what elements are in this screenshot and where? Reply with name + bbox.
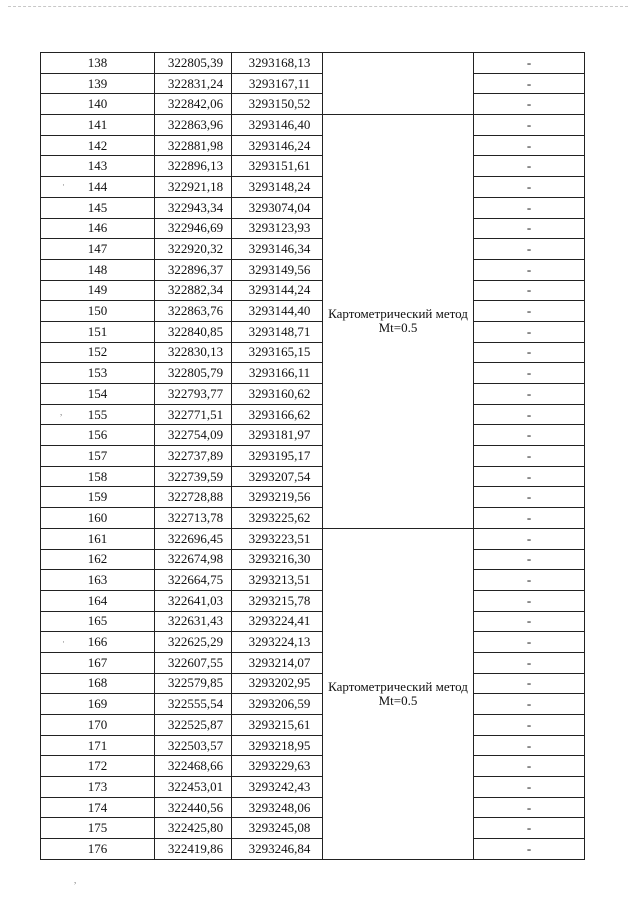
method-cell: Картометрический метод Mt=0.5 bbox=[323, 115, 474, 529]
x-coordinate-cell: 322863,76 bbox=[155, 301, 232, 322]
note-cell: - bbox=[474, 73, 585, 94]
x-coordinate-cell: 322739,59 bbox=[155, 466, 232, 487]
y-coordinate-cell: 3293216,30 bbox=[232, 549, 323, 570]
x-coordinate-cell: 322882,34 bbox=[155, 280, 232, 301]
y-coordinate-cell: 3293245,08 bbox=[232, 818, 323, 839]
table-row bbox=[41, 466, 585, 487]
note-cell: - bbox=[474, 839, 585, 860]
note-cell: - bbox=[474, 218, 585, 239]
note-cell: - bbox=[474, 777, 585, 798]
point-number-cell: 139 bbox=[41, 73, 155, 94]
table-row bbox=[41, 94, 585, 115]
table-row bbox=[41, 404, 585, 425]
note-cell: - bbox=[474, 342, 585, 363]
point-number-cell: 167 bbox=[41, 652, 155, 673]
x-coordinate-cell: 322453,01 bbox=[155, 777, 232, 798]
y-coordinate-cell: 3293229,63 bbox=[232, 756, 323, 777]
table-row bbox=[41, 756, 585, 777]
note-cell: - bbox=[474, 280, 585, 301]
x-coordinate-cell: 322737,89 bbox=[155, 446, 232, 467]
note-cell: - bbox=[474, 818, 585, 839]
y-coordinate-cell: 3293149,56 bbox=[232, 259, 323, 280]
method-cell: Картометрический метод Mt=0.5 bbox=[323, 528, 474, 859]
point-number-cell: 176 bbox=[41, 839, 155, 860]
point-number-cell: 159 bbox=[41, 487, 155, 508]
x-coordinate-cell: 322440,56 bbox=[155, 797, 232, 818]
table-row bbox=[41, 177, 585, 198]
table-row bbox=[41, 239, 585, 260]
x-coordinate-cell: 322664,75 bbox=[155, 570, 232, 591]
x-coordinate-cell: 322503,57 bbox=[155, 735, 232, 756]
note-cell: - bbox=[474, 197, 585, 218]
note-cell: - bbox=[474, 177, 585, 198]
x-coordinate-cell: 322631,43 bbox=[155, 611, 232, 632]
point-number-cell: 149 bbox=[41, 280, 155, 301]
point-number-cell: 165 bbox=[41, 611, 155, 632]
point-number-cell: 147 bbox=[41, 239, 155, 260]
y-coordinate-cell: 3293181,97 bbox=[232, 425, 323, 446]
point-number-cell: 166 bbox=[41, 632, 155, 653]
point-number-cell: 158 bbox=[41, 466, 155, 487]
table-row bbox=[41, 425, 585, 446]
y-coordinate-cell: 3293150,52 bbox=[232, 94, 323, 115]
note-cell: - bbox=[474, 508, 585, 529]
x-coordinate-cell: 322805,79 bbox=[155, 363, 232, 384]
scan-artifact-mark: · bbox=[62, 180, 65, 190]
x-coordinate-cell: 322555,54 bbox=[155, 694, 232, 715]
table-row bbox=[41, 487, 585, 508]
point-number-cell: 148 bbox=[41, 259, 155, 280]
note-cell: - bbox=[474, 652, 585, 673]
point-number-cell: 160 bbox=[41, 508, 155, 529]
x-coordinate-cell: 322793,77 bbox=[155, 384, 232, 405]
note-cell: - bbox=[474, 590, 585, 611]
x-coordinate-cell: 322728,88 bbox=[155, 487, 232, 508]
table-row bbox=[41, 777, 585, 798]
point-number-cell: 171 bbox=[41, 735, 155, 756]
y-coordinate-cell: 3293195,17 bbox=[232, 446, 323, 467]
scan-artifact-mark: , bbox=[60, 407, 63, 417]
table-row bbox=[41, 735, 585, 756]
y-coordinate-cell: 3293144,40 bbox=[232, 301, 323, 322]
note-cell: - bbox=[474, 239, 585, 260]
coordinates-table bbox=[40, 52, 585, 860]
y-coordinate-cell: 3293223,51 bbox=[232, 528, 323, 549]
scan-artifact-mark: · bbox=[62, 637, 65, 647]
point-number-cell: 169 bbox=[41, 694, 155, 715]
table-row bbox=[41, 528, 585, 549]
table-row bbox=[41, 818, 585, 839]
y-coordinate-cell: 3293167,11 bbox=[232, 73, 323, 94]
y-coordinate-cell: 3293123,93 bbox=[232, 218, 323, 239]
table-row bbox=[41, 715, 585, 736]
note-cell: - bbox=[474, 756, 585, 777]
point-number-cell: 173 bbox=[41, 777, 155, 798]
table-row bbox=[41, 611, 585, 632]
x-coordinate-cell: 322881,98 bbox=[155, 135, 232, 156]
note-cell: - bbox=[474, 797, 585, 818]
point-number-cell: 146 bbox=[41, 218, 155, 239]
x-coordinate-cell: 322771,51 bbox=[155, 404, 232, 425]
y-coordinate-cell: 3293206,59 bbox=[232, 694, 323, 715]
y-coordinate-cell: 3293165,15 bbox=[232, 342, 323, 363]
table-row bbox=[41, 384, 585, 405]
point-number-cell: 141 bbox=[41, 115, 155, 136]
point-number-cell: 163 bbox=[41, 570, 155, 591]
x-coordinate-cell: 322842,06 bbox=[155, 94, 232, 115]
note-cell: - bbox=[474, 549, 585, 570]
x-coordinate-cell: 322525,87 bbox=[155, 715, 232, 736]
y-coordinate-cell: 3293218,95 bbox=[232, 735, 323, 756]
note-cell: - bbox=[474, 259, 585, 280]
x-coordinate-cell: 322830,13 bbox=[155, 342, 232, 363]
point-number-cell: 153 bbox=[41, 363, 155, 384]
point-number-cell: 161 bbox=[41, 528, 155, 549]
table-row bbox=[41, 301, 585, 322]
y-coordinate-cell: 3293246,84 bbox=[232, 839, 323, 860]
table-row bbox=[41, 549, 585, 570]
y-coordinate-cell: 3293224,13 bbox=[232, 632, 323, 653]
note-cell: - bbox=[474, 570, 585, 591]
point-number-cell: 164 bbox=[41, 590, 155, 611]
point-number-cell: 144 bbox=[41, 177, 155, 198]
table-row bbox=[41, 280, 585, 301]
y-coordinate-cell: 3293146,24 bbox=[232, 135, 323, 156]
y-coordinate-cell: 3293215,61 bbox=[232, 715, 323, 736]
table-row bbox=[41, 363, 585, 384]
y-coordinate-cell: 3293148,24 bbox=[232, 177, 323, 198]
coordinates-table-body bbox=[41, 53, 585, 860]
point-number-cell: 157 bbox=[41, 446, 155, 467]
table-row bbox=[41, 73, 585, 94]
x-coordinate-cell: 322696,45 bbox=[155, 528, 232, 549]
method-cell bbox=[323, 53, 474, 115]
point-number-cell: 143 bbox=[41, 156, 155, 177]
note-cell: - bbox=[474, 53, 585, 74]
point-number-cell: 170 bbox=[41, 715, 155, 736]
table-row bbox=[41, 321, 585, 342]
y-coordinate-cell: 3293148,71 bbox=[232, 321, 323, 342]
point-number-cell: 140 bbox=[41, 94, 155, 115]
note-cell: - bbox=[474, 156, 585, 177]
y-coordinate-cell: 3293074,04 bbox=[232, 197, 323, 218]
point-number-cell: 172 bbox=[41, 756, 155, 777]
note-cell: - bbox=[474, 384, 585, 405]
point-number-cell: 175 bbox=[41, 818, 155, 839]
note-cell: - bbox=[474, 694, 585, 715]
y-coordinate-cell: 3293144,24 bbox=[232, 280, 323, 301]
table-row bbox=[41, 197, 585, 218]
table-row bbox=[41, 115, 585, 136]
point-number-cell: 156 bbox=[41, 425, 155, 446]
point-number-cell: 174 bbox=[41, 797, 155, 818]
y-coordinate-cell: 3293214,07 bbox=[232, 652, 323, 673]
x-coordinate-cell: 322896,13 bbox=[155, 156, 232, 177]
note-cell: - bbox=[474, 632, 585, 653]
point-number-cell: 150 bbox=[41, 301, 155, 322]
x-coordinate-cell: 322896,37 bbox=[155, 259, 232, 280]
table-row bbox=[41, 508, 585, 529]
point-number-cell: 145 bbox=[41, 197, 155, 218]
note-cell: - bbox=[474, 611, 585, 632]
table-row bbox=[41, 590, 585, 611]
y-coordinate-cell: 3293146,40 bbox=[232, 115, 323, 136]
point-number-cell: 142 bbox=[41, 135, 155, 156]
y-coordinate-cell: 3293213,51 bbox=[232, 570, 323, 591]
x-coordinate-cell: 322419,86 bbox=[155, 839, 232, 860]
y-coordinate-cell: 3293242,43 bbox=[232, 777, 323, 798]
x-coordinate-cell: 322579,85 bbox=[155, 673, 232, 694]
note-cell: - bbox=[474, 715, 585, 736]
y-coordinate-cell: 3293168,13 bbox=[232, 53, 323, 74]
table-row bbox=[41, 839, 585, 860]
note-cell: - bbox=[474, 673, 585, 694]
note-cell: - bbox=[474, 404, 585, 425]
table-row bbox=[41, 652, 585, 673]
y-coordinate-cell: 3293215,78 bbox=[232, 590, 323, 611]
table-row bbox=[41, 135, 585, 156]
y-coordinate-cell: 3293225,62 bbox=[232, 508, 323, 529]
x-coordinate-cell: 322713,78 bbox=[155, 508, 232, 529]
y-coordinate-cell: 3293207,54 bbox=[232, 466, 323, 487]
point-number-cell: 138 bbox=[41, 53, 155, 74]
scan-top-line bbox=[8, 6, 628, 7]
note-cell: - bbox=[474, 528, 585, 549]
y-coordinate-cell: 3293248,06 bbox=[232, 797, 323, 818]
point-number-cell: 168 bbox=[41, 673, 155, 694]
y-coordinate-cell: 3293219,56 bbox=[232, 487, 323, 508]
note-cell: - bbox=[474, 446, 585, 467]
x-coordinate-cell: 322920,32 bbox=[155, 239, 232, 260]
x-coordinate-cell: 322468,66 bbox=[155, 756, 232, 777]
note-cell: - bbox=[474, 115, 585, 136]
x-coordinate-cell: 322625,29 bbox=[155, 632, 232, 653]
note-cell: - bbox=[474, 735, 585, 756]
note-cell: - bbox=[474, 466, 585, 487]
note-cell: - bbox=[474, 94, 585, 115]
y-coordinate-cell: 3293146,34 bbox=[232, 239, 323, 260]
y-coordinate-cell: 3293151,61 bbox=[232, 156, 323, 177]
x-coordinate-cell: 322943,34 bbox=[155, 197, 232, 218]
note-cell: - bbox=[474, 301, 585, 322]
y-coordinate-cell: 3293202,95 bbox=[232, 673, 323, 694]
table-row bbox=[41, 673, 585, 694]
note-cell: - bbox=[474, 425, 585, 446]
point-number-cell: 162 bbox=[41, 549, 155, 570]
x-coordinate-cell: 322921,18 bbox=[155, 177, 232, 198]
y-coordinate-cell: 3293166,11 bbox=[232, 363, 323, 384]
x-coordinate-cell: 322607,55 bbox=[155, 652, 232, 673]
x-coordinate-cell: 322863,96 bbox=[155, 115, 232, 136]
y-coordinate-cell: 3293166,62 bbox=[232, 404, 323, 425]
y-coordinate-cell: 3293224,41 bbox=[232, 611, 323, 632]
x-coordinate-cell: 322840,85 bbox=[155, 321, 232, 342]
point-number-cell: 154 bbox=[41, 384, 155, 405]
table-row bbox=[41, 342, 585, 363]
note-cell: - bbox=[474, 487, 585, 508]
table-row bbox=[41, 446, 585, 467]
x-coordinate-cell: 322831,24 bbox=[155, 73, 232, 94]
table-row bbox=[41, 218, 585, 239]
note-cell: - bbox=[474, 321, 585, 342]
x-coordinate-cell: 322754,09 bbox=[155, 425, 232, 446]
table-row bbox=[41, 797, 585, 818]
table-row bbox=[41, 53, 585, 74]
scan-artifact-mark: , bbox=[74, 875, 77, 885]
x-coordinate-cell: 322946,69 bbox=[155, 218, 232, 239]
table-row bbox=[41, 570, 585, 591]
note-cell: - bbox=[474, 363, 585, 384]
y-coordinate-cell: 3293160,62 bbox=[232, 384, 323, 405]
table-row bbox=[41, 632, 585, 653]
note-cell: - bbox=[474, 135, 585, 156]
table-row bbox=[41, 259, 585, 280]
point-number-cell: 151 bbox=[41, 321, 155, 342]
table-row bbox=[41, 156, 585, 177]
x-coordinate-cell: 322641,03 bbox=[155, 590, 232, 611]
x-coordinate-cell: 322805,39 bbox=[155, 53, 232, 74]
x-coordinate-cell: 322425,80 bbox=[155, 818, 232, 839]
point-number-cell: 155 bbox=[41, 404, 155, 425]
table-row bbox=[41, 694, 585, 715]
x-coordinate-cell: 322674,98 bbox=[155, 549, 232, 570]
point-number-cell: 152 bbox=[41, 342, 155, 363]
